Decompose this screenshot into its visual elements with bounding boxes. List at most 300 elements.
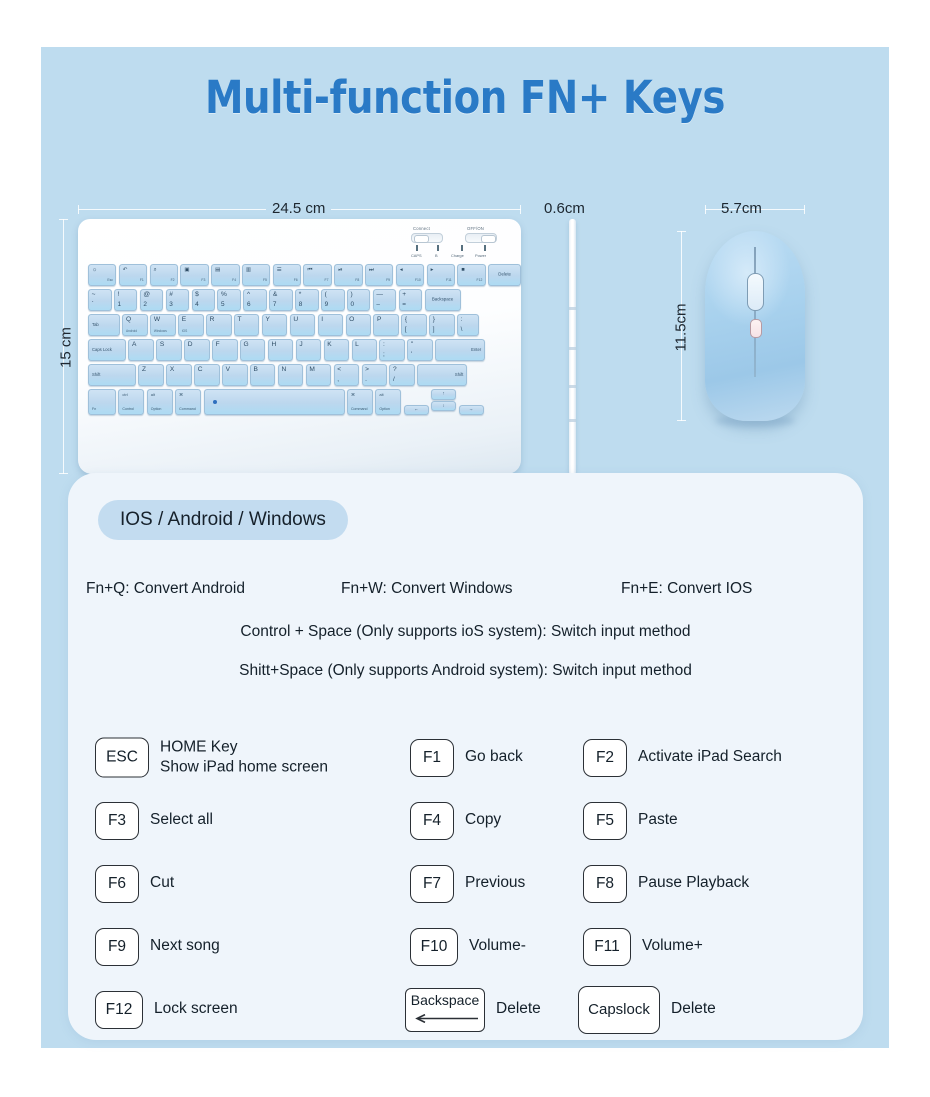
key-l [352,339,378,361]
key-f4-icon: ▤ [215,267,221,273]
keycap-f1: F1 [410,739,454,777]
shortcut-f8 [583,865,749,903]
power-switch [465,233,497,243]
key-a-letter: A [131,341,137,348]
key-semicolon-shift: : [383,341,385,348]
key-equals-base: = [402,300,407,308]
shortcut-grid [68,726,863,1041]
keyboard-side-view [566,219,579,479]
key-n-letter: N [281,366,287,373]
shortcut-f6 [95,865,174,903]
key-slash-base: / [393,375,395,383]
key-space [204,389,345,415]
keycap-f8: F8 [583,865,627,903]
key-s [156,339,182,361]
keyboard-row-function [88,264,511,286]
key-capslock [88,339,126,361]
key-d [184,339,210,361]
key-arrow-down-icon: ↓ [442,402,445,408]
key-period-shift: > [365,366,369,373]
shortcut-row [68,978,863,1041]
keycap-f2: F2 [583,739,627,777]
key-u-letter: U [293,316,299,323]
key-f2-icon: ⌕ [153,267,157,273]
key-o [346,314,372,336]
key-2-shift: @ [143,291,151,298]
key-option-right-top: alt [379,391,384,397]
key-esc-icon: ☼ [92,267,98,273]
shortcut-f7 [410,865,525,903]
shortcut-row [68,726,863,789]
key-p-letter: P [377,316,382,323]
key-f1-tag: F1 [139,278,144,283]
key-4-base: 4 [195,300,199,308]
key-f [212,339,238,361]
shortcut-f10-description: Volume- [469,937,526,955]
key-0 [347,289,371,311]
key-option-right-label: Option [379,407,390,412]
keycap-f5: F5 [583,802,627,840]
shortcut-f1-description: Go back [465,748,523,766]
key-v [222,364,248,386]
key-i-letter: I [321,316,324,323]
key-w-sublabel: Windows [153,328,167,333]
note-shift-space: Shitt+Space (Only supports Android system): Switch input method [239,662,692,679]
key-f3 [180,264,208,286]
key-command-left-label: Command [179,407,196,412]
key-b-letter: B [253,366,258,373]
key-9-shift: ( [324,291,327,298]
key-u [290,314,316,336]
key-minus-shift: — [376,291,383,298]
key-command-left-top: ⌘ [179,391,184,397]
keyboard-row-shift [88,364,511,386]
fn-convert-row [68,580,881,598]
shortcut-f2-description: Activate iPad Search [638,748,782,766]
key-m-letter: M [309,366,315,373]
key-6-shift: ^ [246,291,251,298]
key-slash-shift: ? [393,366,397,373]
key-f12-icon: ■ [461,267,465,273]
key-k [324,339,350,361]
shortcut-f12 [95,991,238,1029]
key-f7-tag: F7 [324,278,329,283]
key-o-letter: O [349,316,355,323]
shortcut-f7-description: Previous [465,874,526,892]
key-p [373,314,399,336]
key-5-base: 5 [221,300,225,308]
keycap-f7: F7 [410,865,454,903]
shortcut-capslock-description: Delete [671,1000,716,1018]
key-7-shift: & [272,291,278,298]
key-f4 [211,264,239,286]
key-f6 [273,264,301,286]
key-f3-icon: ▣ [184,267,190,273]
key-arrow-down [431,401,456,412]
key-minus-base: – [376,300,380,308]
key-q-letter: Q [125,316,132,323]
key-f10-icon: ◂ [399,267,403,273]
key-2-base: 2 [143,300,147,308]
key-v-letter: V [225,366,231,373]
fn-convert-ios: Fn+E: Convert IOS [621,580,753,597]
key-f8 [334,264,362,286]
key-5-shift: % [221,291,227,298]
key-control [118,389,144,415]
key-backslash-base: \ [460,325,463,333]
key-esc-tag: Esc [107,278,113,283]
mouse-dpi-button [750,319,762,338]
key-quote-shift: " [410,341,414,348]
key-backslash [457,314,479,336]
shortcut-f10 [410,928,526,966]
shortcut-f9 [95,928,220,966]
key-bracket-right-base: ] [432,325,435,333]
key-comma-base: , [337,375,339,383]
side-notch-2 [569,347,576,350]
key-bracket-left-shift: { [404,316,408,323]
key-f9 [365,264,393,286]
key-arrow-left-icon: ← [414,406,419,412]
key-f7 [303,264,331,286]
key-f2-tag: F2 [170,278,175,283]
mouse-height-label: 11.5cm [672,303,690,352]
key-3-shift: # [169,291,173,298]
side-notch-1 [569,307,576,310]
keyboard-row-bottom [88,389,511,415]
key-i [318,314,344,336]
key-z-letter: Z [141,366,147,373]
key-semicolon [379,339,405,361]
key-f8-icon: ⏯ [338,267,343,273]
key-c-letter: C [197,366,203,373]
key-semicolon-base: ; [383,350,385,358]
shortcut-f12-description: Lock screen [154,1000,238,1018]
shortcut-esc-line1: HOME Key [160,738,238,756]
key-y-letter: Y [265,316,270,323]
key-equals-shift: + [402,291,407,298]
key-backspace-label: Backspace [431,296,454,302]
key-control-top: ctrl [122,391,128,397]
shortcut-esc-line2: Show iPad home screen [160,758,329,776]
key-f1-icon: ↶ [122,267,128,273]
connect-switch-label: Connect [413,226,430,231]
key-capslock-label: Caps Lock [92,346,112,352]
shortcut-backspace-description: Delete [496,1000,541,1018]
blue-canvas [41,47,889,1048]
key-q-sublabel: Android [125,328,137,333]
shortcut-f11 [583,928,703,966]
key-j [296,339,322,361]
caps-led [416,245,418,251]
key-w-letter: W [153,316,161,323]
keyboard-keys [88,264,511,464]
fn-convert-android: Fn+Q: Convert Android [86,580,245,597]
key-backtick-shift: ~ [91,291,96,298]
key-period [362,364,388,386]
key-control-label: Control [122,407,134,412]
shortcut-f4-description: Copy [465,811,502,829]
shortcut-f5 [583,802,678,840]
fn-convert-windows: Fn+W: Convert Windows [341,580,513,597]
key-shift-right [417,364,467,386]
keycap-f3: F3 [95,802,139,840]
note-control-space: Control + Space (Only supports ioS system): Switch input method [240,623,691,640]
key-g [240,339,266,361]
bluetooth-led-label: B [435,253,438,258]
key-slash [389,364,415,386]
keycap-f10: F10 [410,928,458,966]
key-command-right-top: ⌘ [350,391,355,397]
key-enter-label: Enter [471,346,482,352]
key-m [306,364,332,386]
key-tab [88,314,120,336]
key-f9-icon: ⏭ [369,267,375,273]
key-n [278,364,304,386]
mouse-width-label: 5.7cm [721,200,762,217]
charge-led-label: Charge [451,253,464,258]
key-period-base: . [365,375,367,383]
key-h [268,339,294,361]
key-command-right [347,389,373,415]
key-3-base: 3 [169,300,173,308]
key-f5-icon: ▥ [245,267,252,273]
key-backtick [88,289,112,311]
keyboard-thickness-label: 0.6cm [544,200,585,217]
key-k-letter: K [327,341,332,348]
key-bracket-right [429,314,455,336]
key-f7-icon: ⏮ [307,267,313,273]
key-c [194,364,220,386]
key-f3-tag: F3 [201,278,206,283]
key-7 [269,289,293,311]
key-x-letter: X [169,366,175,373]
shortcut-f3-description: Select all [150,811,213,829]
key-5 [217,289,241,311]
key-0-shift: ) [350,291,353,298]
shortcut-row [68,915,863,978]
key-bracket-right-shift: } [432,316,435,323]
caps-led-label: CAPS [411,253,422,258]
key-equals [399,289,423,311]
key-tab-label: Tab [92,321,99,327]
keyboard-width-label: 24.5 cm [266,200,331,217]
key-bracket-left [401,314,427,336]
key-f5-tag: F5 [262,278,267,283]
key-shift-left-label: Shift [92,371,101,377]
key-command-left [175,389,201,415]
key-command-right-label: Command [350,407,368,412]
key-t-letter: T [237,316,242,323]
key-arrow-right [459,405,484,416]
key-f-letter: F [215,341,220,348]
key-6-base: 6 [246,300,251,308]
power-led [484,245,486,251]
key-comma-shift: < [337,366,342,373]
key-option-right [375,389,401,415]
key-1-shift: ! [117,291,120,298]
key-7-base: 7 [272,300,277,308]
key-delete-label: Delete [498,271,511,277]
shortcut-f6-description: Cut [150,874,175,892]
shortcut-row [68,789,863,852]
shortcut-esc [95,737,328,778]
key-delete [488,264,521,286]
shortcut-f8-description: Pause Playback [638,874,750,892]
side-notch-3 [569,385,576,388]
key-option-left-label: Option [150,407,162,412]
keycap-f4: F4 [410,802,454,840]
connect-switch-knob [414,235,429,243]
shortcut-backspace [405,988,541,1032]
key-d-letter: D [187,341,193,348]
key-z [138,364,164,386]
keycap-f11: F11 [583,928,631,966]
shortcut-f2 [583,739,782,777]
keycap-f9: F9 [95,928,139,966]
key-q [122,314,148,336]
key-option-left [147,389,173,415]
key-3 [166,289,190,311]
key-e [178,314,204,336]
key-f9-tag: F9 [386,278,391,283]
key-quote-base: ' [410,350,413,358]
key-e-sublabel: IOS [181,328,188,333]
key-shift-left [88,364,136,386]
shortcut-esc-description [160,737,328,778]
shortcut-f1 [410,739,523,777]
key-t [234,314,260,336]
mouse-seam-line [754,247,755,377]
keycap-esc: ESC [95,738,149,778]
keyboard-row-home [88,339,511,361]
key-y [262,314,288,336]
key-a [128,339,154,361]
charge-led [461,245,463,251]
key-f12-tag: F12 [476,278,483,283]
key-shift-right-label: Shift [454,371,464,377]
key-f4-tag: F4 [232,278,237,283]
power-switch-label: OFF/ON [467,226,485,231]
key-f11-tag: F11 [446,278,452,283]
key-option-left-top: alt [150,391,156,397]
key-1-base: 1 [117,300,122,308]
key-h-letter: H [271,341,277,348]
key-6 [243,289,267,311]
key-quote [407,339,433,361]
key-arrow-up [431,389,456,400]
key-l-letter: L [355,341,359,348]
key-w [150,314,176,336]
keyboard-row-numbers [88,289,511,311]
key-2 [140,289,164,311]
key-4-shift: $ [195,291,199,298]
key-f2 [150,264,178,286]
key-4 [192,289,216,311]
keycap-f12: F12 [95,991,143,1029]
key-f10-tag: F10 [414,278,421,283]
page-title: Multi-function FN+ Keys [204,71,726,124]
instruction-panel [68,473,863,1040]
power-led-label: Power [475,253,487,258]
mouse-body [705,231,805,421]
arrow-key-stack [431,389,456,415]
key-r [206,314,232,336]
keycap-backspace [405,988,485,1032]
bluetooth-led [437,245,439,251]
key-f11-icon: ▸ [430,267,434,273]
key-f6-icon: ☰ [276,267,282,273]
key-fn [88,389,116,415]
key-9-base: 9 [324,300,329,308]
keyboard-row-qwerty [88,314,511,336]
keycap-backspace-label: Backspace [410,991,480,1008]
key-backspace [425,289,461,311]
key-arrow-left [404,405,429,416]
side-notch-4 [569,419,576,422]
key-comma [334,364,360,386]
key-8-shift: * [298,291,302,298]
key-f1 [119,264,147,286]
key-f5 [242,264,270,286]
os-compatibility-badge: IOS / Android / Windows [98,500,348,540]
key-bracket-left-base: [ [404,325,407,333]
key-esc [88,264,116,286]
key-fn-label: Fn [92,407,97,412]
keyboard-indicator-cluster [411,226,507,264]
keycap-f6: F6 [95,865,139,903]
backspace-arrow-icon [414,1014,476,1023]
key-enter [435,339,485,361]
key-backslash-shift: : [460,316,463,323]
key-8-base: 8 [298,300,303,308]
key-b [250,364,276,386]
key-8 [295,289,319,311]
key-f8-tag: F8 [355,278,360,283]
key-arrow-right-icon: → [468,406,474,412]
mouse-product-image [691,219,821,449]
shortcut-capslock [578,986,716,1034]
shortcut-f3 [95,802,213,840]
key-f11 [427,264,455,286]
shortcut-row [68,852,863,915]
key-x [166,364,192,386]
key-s-letter: S [159,341,165,348]
keycap-capslock: Capslock [578,986,660,1034]
mouse-scroll-wheel [747,273,764,311]
keyboard-product-image [78,219,521,474]
key-j-letter: J [299,341,303,348]
connect-switch [411,233,443,243]
key-1 [114,289,138,311]
keyboard-height-label: 15 cm [57,327,75,368]
key-e-letter: E [181,316,187,323]
key-0-base: 0 [350,300,355,308]
shortcut-f11-description: Volume+ [642,937,703,955]
key-backtick-base: ` [91,300,94,308]
key-f6-tag: F6 [293,278,298,283]
key-r-letter: R [209,316,215,323]
key-minus [373,289,397,311]
product-photo-zone [41,147,889,477]
key-g-letter: G [243,341,249,348]
power-switch-knob [481,235,496,243]
key-f12 [457,264,485,286]
key-f10 [396,264,424,286]
shortcut-f5-description: Paste [638,811,678,829]
key-9 [321,289,345,311]
shortcut-f9-description: Next song [150,937,220,955]
